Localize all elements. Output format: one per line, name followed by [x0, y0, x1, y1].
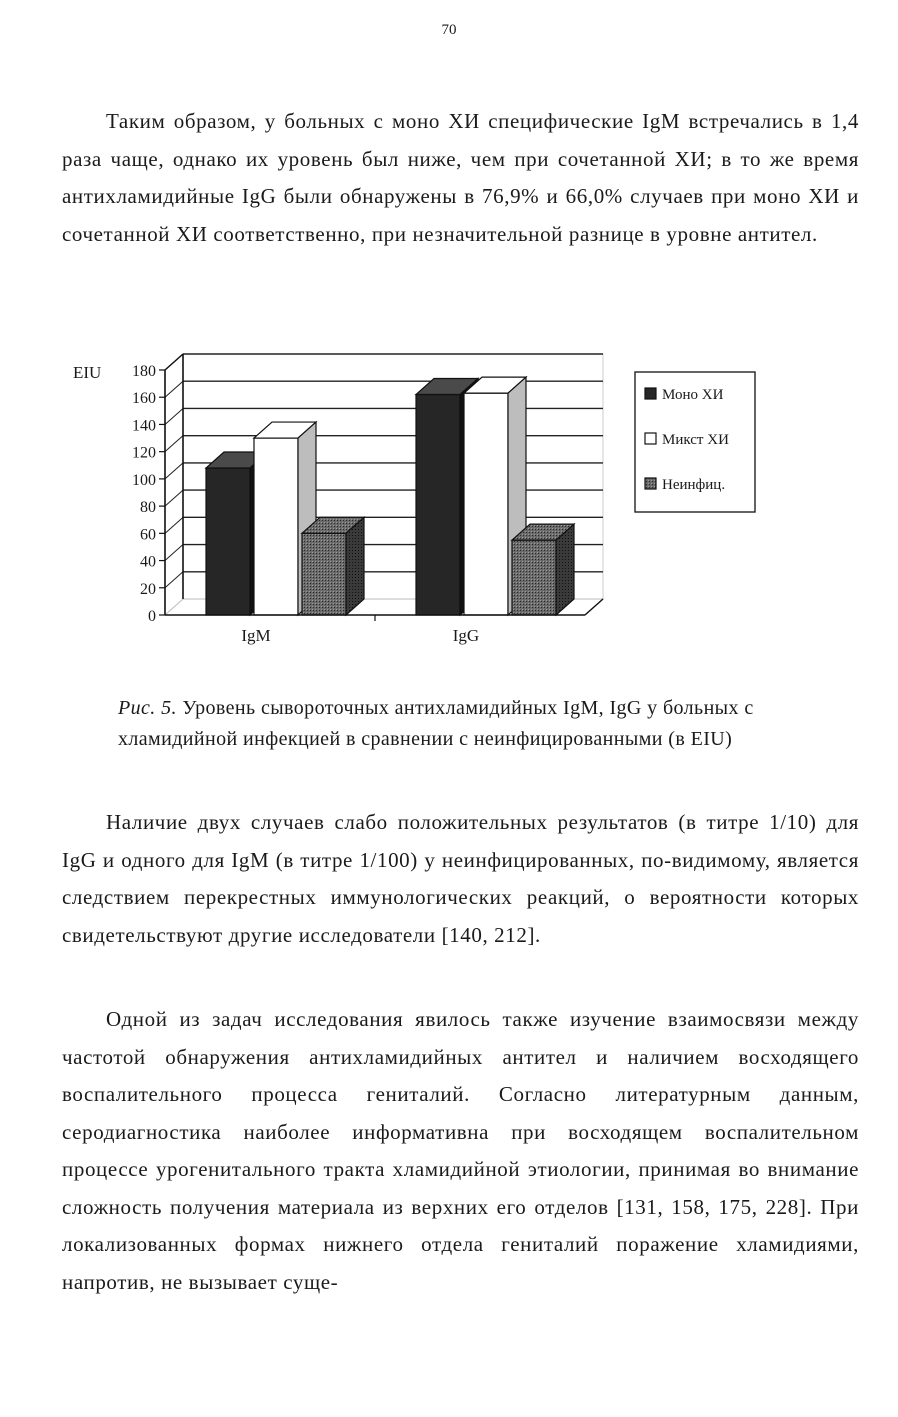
y-tick-label: 140 — [132, 417, 156, 435]
chart-svg — [55, 340, 775, 670]
gridline-diagonal — [165, 436, 183, 452]
paragraph-2: Наличие двух случаев слабо положительных результатов (в титре 1/10) для IgG и одного для IgM (в титре 1/100) у неинфицированных, по-видимому, является следствием перекрестных иммунологических реакций, о вероятности которых свидетельствуют другие исследователи [140, 212]. — [62, 810, 859, 947]
bar-front — [302, 533, 346, 615]
y-tick-label: 80 — [140, 499, 156, 517]
bar-side — [556, 524, 574, 615]
y-tick-label: 180 — [132, 363, 156, 380]
y-tick-label: 20 — [140, 580, 156, 598]
gridline-diagonal — [165, 463, 183, 479]
gridline-diagonal — [165, 517, 183, 533]
bar-front — [416, 395, 460, 616]
y-tick-label: 120 — [132, 444, 156, 462]
bar-front — [206, 468, 250, 615]
gridline-diagonal — [165, 490, 183, 506]
legend-label: Моно ХИ — [662, 387, 724, 403]
paragraph-1: Таким образом, у больных с моно ХИ специфические IgM встречались в 1,4 раза чаще, однако их уровень был ниже, чем при сочетанной ХИ; в то же время антихламидийные IgG были обнаружены в 76,9% и 66,0% случаев при моно ХИ и сочетанной ХИ соответственно, при незначительной разнице в уровне антител. — [62, 109, 859, 246]
bar-front — [512, 540, 556, 615]
legend-label: Микст ХИ — [662, 432, 729, 448]
chart-legend — [635, 372, 755, 512]
bar-chart — [55, 340, 775, 670]
figure-caption — [118, 693, 818, 755]
y-tick-label: 40 — [140, 553, 156, 571]
x-tick-label: IgG — [452, 626, 480, 645]
legend-swatch — [645, 388, 656, 399]
paragraph-3: Одной из задач исследования явилось также изучение взаимосвязи между частотой обнаружения антихламидийных антител и наличием восходящего воспалительного процесса гениталий. Согласно литературным данным, серодиагностика наиболее информативна при восходящем воспалительном процессе урогенитального тракта хламидийной этиологии, принимая во внимание сложность получения материала из верхних его отделов [131, 158, 175, 228]. При локализованных формах нижнего отдела гениталий поражение хламидиями, напротив, не вызывает суще- — [62, 1007, 859, 1294]
legend-swatch — [645, 433, 656, 444]
y-axis-label: EIU — [73, 363, 102, 382]
y-tick-label: 100 — [132, 471, 156, 489]
figure-label: Рис. 5. — [118, 697, 177, 719]
gridline-diagonal — [165, 545, 183, 561]
x-tick-label: IgM — [241, 626, 271, 645]
legend-swatch — [645, 478, 656, 489]
bar-front — [254, 438, 298, 615]
y-tick-label: 0 — [148, 608, 156, 625]
bar-IgG-2 — [512, 524, 574, 615]
y-axis-top — [165, 354, 183, 370]
page-number: 70 — [441, 22, 457, 38]
bar-IgM-2 — [302, 517, 364, 615]
y-tick-label: 160 — [132, 390, 156, 408]
figure-caption-text: Уровень сывороточных антихламидийных IgM, IgG у больных с хламидийной инфекцией в сравнении с неинфицированными (в EIU) — [118, 697, 754, 750]
bar-front — [464, 393, 508, 615]
gridline-diagonal — [165, 408, 183, 424]
gridline-diagonal — [165, 572, 183, 588]
bar-side — [346, 517, 364, 615]
gridline-diagonal — [165, 381, 183, 397]
y-tick-label: 60 — [140, 526, 156, 544]
legend-label: Неинфиц. — [662, 477, 726, 493]
